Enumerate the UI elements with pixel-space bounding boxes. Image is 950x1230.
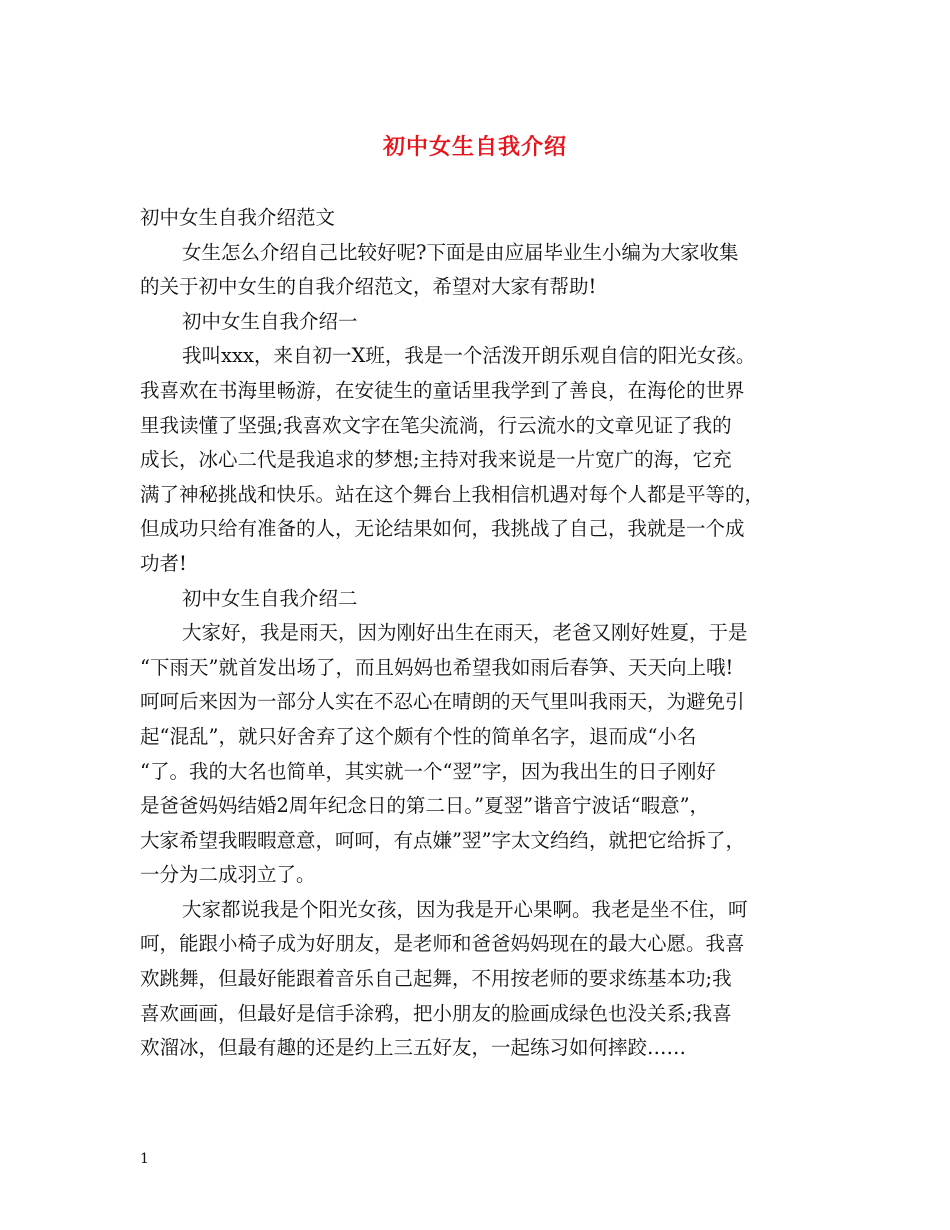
section2-para2-line: 呵，能跟小椅子成为好朋友，是老师和爸爸妈妈现在的最大心愿。我喜 <box>140 932 745 956</box>
section1-heading: 初中女生自我介绍一 <box>182 309 358 333</box>
section1-line: 我叫xxx，来自初一X班，我是一个活泼开朗乐观自信的阳光女孩。 <box>182 344 756 368</box>
section1-line: 我喜欢在书海里畅游，在安徒生的童话里我学到了善良，在海伦的世界 <box>140 378 745 402</box>
page-number: 1 <box>140 1151 149 1167</box>
section2-para1-line: 大家好，我是雨天，因为刚好出生在雨天，老爸又刚好姓夏，于是 <box>182 621 748 645</box>
section1-line: 成长，冰心二代是我追求的梦想;主持对我来说是一片宽广的海，它充 <box>140 448 732 472</box>
document-body <box>140 201 830 1066</box>
document-subtitle: 初中女生自我介绍范文 <box>140 206 336 229</box>
section2-para1-line: 呵呵后来因为一部分人实在不忍心在晴朗的天气里叫我雨天，为避免引 <box>140 690 745 714</box>
section1-line: 功者! <box>140 551 187 575</box>
intro-line: 女生怎么介绍自己比较好呢?下面是由应届毕业生小编为大家收集 <box>182 240 739 264</box>
section2-para2-line: 喜欢画画，但最好是信手涂鸦，把小朋友的脸画成绿色也没关系;我喜 <box>140 1001 732 1025</box>
section1-line: 但成功只给有准备的人，无论结果如何，我挑战了自己，我就是一个成 <box>140 517 745 541</box>
page-title: 初中女生自我介绍 <box>382 134 567 160</box>
section1-line: 里我读懂了坚强;我喜欢文字在笔尖流淌，行云流水的文章见证了我的 <box>140 413 732 437</box>
intro-line: 的关于初中女生的自我介绍范文，希望对大家有帮助! <box>140 275 597 299</box>
section2-para1-line: 大家希望我暇暇意意，呵呵，有点嫌”翌”字太文绉绉，就把它给拆了， <box>140 828 745 852</box>
section2-para2-line: 欢跳舞，但最好能跟着音乐自己起舞，不用按老师的要求练基本功;我 <box>140 967 732 991</box>
section2-para2-line: 欢溜冰，但最有趣的还是约上三五好友，一起练习如何摔跤…… <box>140 1036 687 1060</box>
section2-para1-line: “了。我的大名也简单，其实就一个“翌”字，因为我出生的日子刚好 <box>140 759 716 783</box>
section2-para1-line: 一分为二成羽立了。 <box>140 863 316 887</box>
section2-para1-line: “下雨天”就首发出场了，而且妈妈也希望我如雨后春笋、天天向上哦! <box>140 655 734 679</box>
section1-line: 满了神秘挑战和快乐。站在这个舞台上我相信机遇对每个人都是平等的， <box>140 482 765 506</box>
section2-para1-line: 起“混乱”，就只好舍弃了这个颇有个性的简单名字，退而成“小名 <box>140 724 697 748</box>
section2-para1-line: 是爸爸妈妈结婚2周年纪念日的第二日。”夏翌”谐音宁波话“暇意”， <box>140 794 710 818</box>
section2-heading: 初中女生自我介绍二 <box>182 586 358 610</box>
section2-para2-line: 大家都说我是个阳光女孩，因为我是开心果啊。我老是坐不住，呵 <box>182 897 748 921</box>
